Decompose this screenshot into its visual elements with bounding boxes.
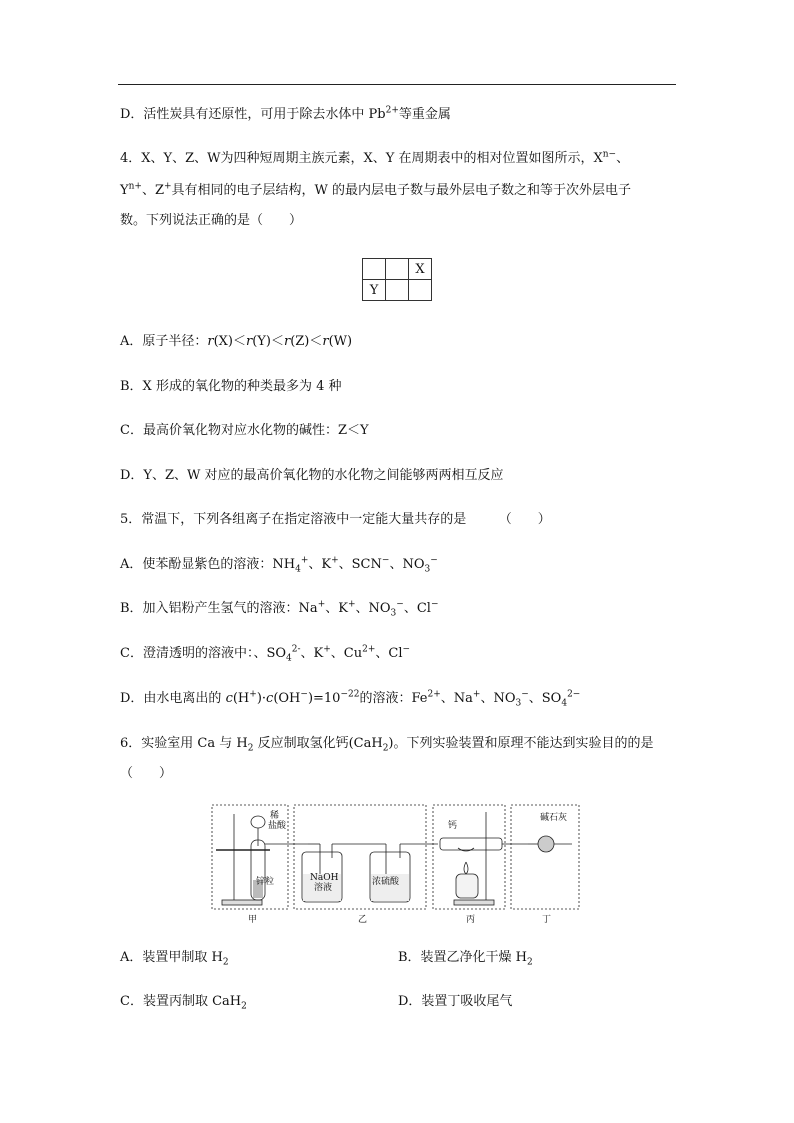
q4-stem-line2: $Y^{n+}$、Z+具有相同的电子层结构，W 的最内层电子数与最外层电子数之和等于次外层电子 (120, 181, 632, 198)
bing-base (454, 900, 494, 905)
q4-option-b: B．X 形成的氧化物的种类最多为 4 种 (120, 379, 342, 394)
q5-option-b: B．加入铝粉产生氢气的溶液：Na+、K+、$NO_3^-$、Cl− (120, 599, 439, 619)
q5-stem: 5．常温下，下列各组离子在指定溶液中一定能大量共存的是 （ ） (120, 512, 551, 527)
label-zinc: 锌粒 (256, 877, 275, 887)
label-naoh-2: 溶液 (314, 883, 333, 893)
q6-option-b: B．装置乙净化干燥 $H_2$ (398, 950, 533, 968)
grid-cell (386, 280, 409, 301)
q6-stem-line2: （ ） (120, 766, 173, 781)
label-acid-2: 盐酸 (268, 821, 287, 831)
q5-option-a: A．使苯酚显紫色的溶液：$NH_4^+$、K+、SCN−、$NO_3^-$ (120, 555, 438, 575)
calcium-boat (458, 848, 474, 851)
q5-option-d: D．由水电离出的 $c(H^+)\cdot c(OH^-)=10^{-22}$的溶液：$Fe^{2+}$、Na+、$NO_3^-$、$SO_4^{2-}$ (120, 689, 581, 709)
grid-cell (386, 259, 409, 280)
q5-option-c: C．澄清透明的溶液中：、$SO_4^{2-}$、K+、$Cu^{2+}$、Cl− (120, 644, 411, 664)
funnel-bulb (251, 816, 265, 828)
grid-cell-y: Y (363, 280, 386, 301)
periodic-position-grid (362, 258, 432, 301)
label-yi: 乙 (358, 915, 368, 925)
label-naoh-1: NaOH (310, 873, 339, 883)
label-ca: 钙 (448, 821, 458, 831)
drying-bulb (538, 836, 554, 852)
grid-cell (409, 280, 432, 301)
hard-glass-tube (440, 838, 502, 850)
header-rule (118, 84, 676, 85)
alcohol-lamp (456, 874, 478, 898)
lamp-flame (464, 862, 468, 874)
label-soda-lime: 碱石灰 (540, 813, 568, 823)
prev-option-d: D．活性炭具有还原性，可用于除去水体中 $Pb^{2+}$等重金属 (120, 105, 451, 122)
grid-cell-x: X (409, 259, 432, 280)
q4-option-d: D．Y、Z、W 对应的最高价氧化物的水化物之间能够两两相互反应 (120, 468, 504, 483)
q6-option-d: D．装置丁吸收尾气 (398, 994, 513, 1009)
label-h2so4: 浓硫酸 (372, 877, 400, 887)
q4-option-a: A．原子半径：r(X)＜r(Y)＜r(Z)＜r(W) (120, 334, 353, 349)
label-acid-1: 稀 (270, 811, 280, 821)
q4-stem-line3: 数。下列说法正确的是（ ） (120, 213, 303, 228)
stand-base (222, 900, 262, 905)
q6-option-c: C．装置丙制取 CaH$_2$ (120, 994, 247, 1012)
q4-stem-line1: 4．X、Y、Z、W为四种短周期主族元素，X、Y 在周期表中的相对位置如图所示，$X^{n-}$、 (120, 149, 630, 166)
grid-cell (363, 259, 386, 280)
q6-option-a: A．装置甲制取 $H_2$ (120, 950, 229, 968)
label-ding: 丁 (542, 915, 552, 925)
apparatus-figure (210, 802, 582, 926)
q6-stem-line1: 6．实验室用 Ca 与 $H_2$ 反应制取氢化钙(CaH$_2$)。下列实验装置和原理不能达到实验目的的是 (120, 736, 654, 754)
label-jia: 甲 (248, 915, 258, 925)
q4-option-c: C．最高价氧化物对应水化物的碱性：Z＜Y (120, 423, 369, 438)
label-bing: 丙 (466, 915, 476, 925)
